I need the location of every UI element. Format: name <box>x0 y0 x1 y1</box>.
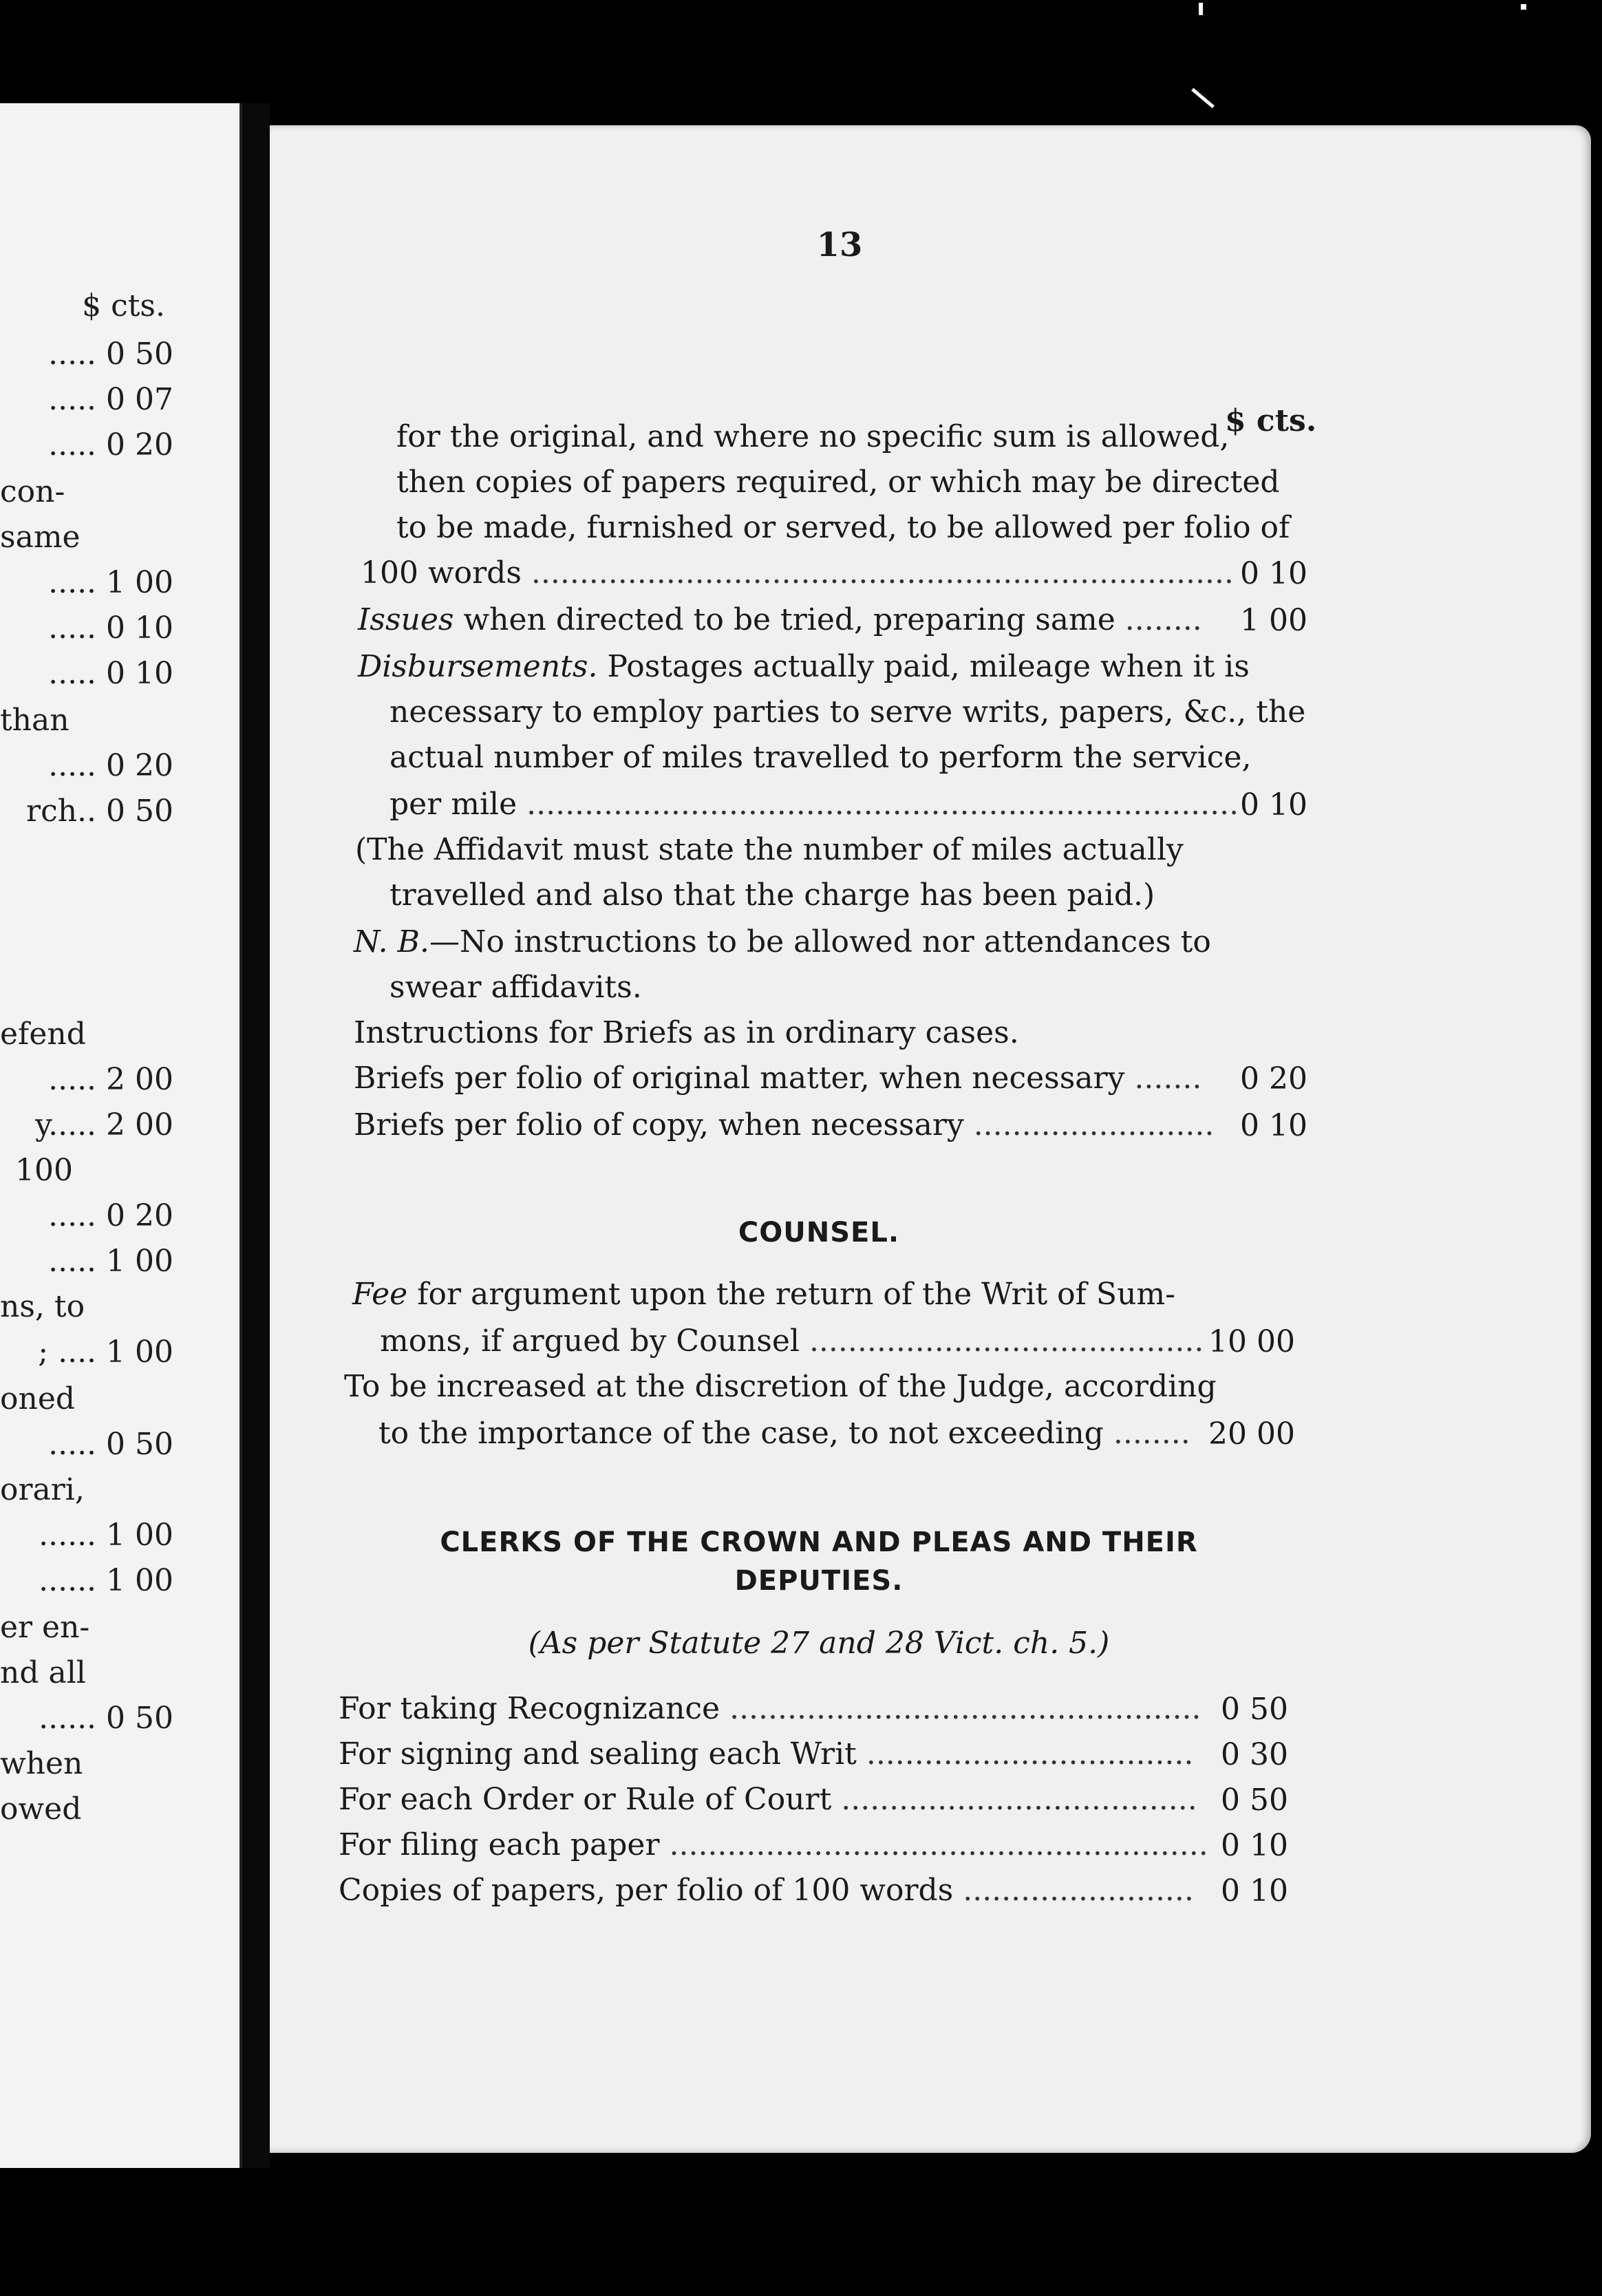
fee-line <box>354 925 1211 959</box>
fee-amount: 10 00 <box>1208 1324 1295 1359</box>
dot-leader: ........ <box>1103 1416 1190 1451</box>
italic-lead-term: Fee <box>352 1277 408 1312</box>
left-page-line: ..... 0 50 <box>48 337 173 372</box>
clerks-fee-line <box>339 1783 1197 1817</box>
fee-amount: 0 10 <box>1221 1828 1288 1863</box>
fee-line <box>396 511 1290 545</box>
left-page-line: ..... 0 10 <box>48 656 173 691</box>
dot-leader: ....... <box>1124 1061 1202 1096</box>
italic-lead-term: Issues <box>358 602 454 637</box>
line-text: Briefs per folio of copy, when necessary <box>354 1107 964 1142</box>
line-text: when directed to be tried, preparing same <box>453 602 1115 637</box>
dot-leader: ......................................... <box>799 1324 1204 1359</box>
fee-amount: 0 10 <box>1240 1108 1307 1143</box>
fee-line <box>354 1061 1202 1096</box>
line-text: 100 words <box>361 555 522 591</box>
left-page-line: than <box>0 703 70 738</box>
line-text: for the original, and where no specific sum is allowed, <box>396 419 1230 454</box>
clerks-heading-line1: CLERKS OF THE CROWN AND PLEAS AND THEIR <box>440 1527 1198 1558</box>
line-text: then copies of papers required, or which may be directed <box>396 465 1280 500</box>
clerks-fee-line <box>339 1737 1193 1772</box>
fee-line <box>389 787 1239 822</box>
line-text: Postages actually paid, mileage when it is <box>597 649 1250 684</box>
dot-leader: ................................................. <box>720 1691 1202 1726</box>
dot-leader: ........................................................ <box>659 1827 1208 1862</box>
left-page-line: ..... 0 07 <box>48 382 173 417</box>
scan-speck <box>1199 3 1203 15</box>
dot-leader: ......................... <box>963 1107 1215 1142</box>
line-text: per mile <box>389 787 517 822</box>
left-page-line: ..... 0 10 <box>48 610 173 646</box>
left-page-line: con- <box>0 474 65 509</box>
line-text: For taking Recognizance <box>339 1691 720 1726</box>
italic-lead-term: Disbursements. <box>358 649 598 684</box>
left-page-line: owed <box>0 1792 82 1827</box>
dot-leader: .......................................................................... <box>517 787 1239 822</box>
line-text: (The Affidavit must state the number of miles actually <box>355 832 1184 867</box>
left-page-line: ; .... 1 00 <box>38 1335 173 1370</box>
line-text: to the importance of the case, to not exceeding <box>378 1416 1104 1451</box>
fee-amount: 20 00 <box>1208 1416 1295 1452</box>
fee-line <box>354 1108 1214 1142</box>
counsel-line <box>380 1324 1204 1359</box>
fee-amount: 1 00 <box>1240 603 1307 638</box>
left-page-line: rch.. 0 50 <box>26 794 173 829</box>
dot-leader: ......................................................................... <box>521 555 1234 591</box>
fee-line <box>358 603 1202 637</box>
line-text: swear affidavits. <box>389 970 642 1005</box>
line-text: travelled and also that the charge has been paid.) <box>389 878 1155 913</box>
dot-leader: .................................. <box>856 1736 1194 1772</box>
left-page-line: oned <box>0 1381 76 1416</box>
left-page-line: ..... 2 00 <box>48 1062 173 1097</box>
fee-amount: 0 20 <box>1240 1061 1307 1096</box>
left-page-line: ns, to <box>0 1289 85 1324</box>
dollars-cents-header: $ cts. <box>1225 403 1317 438</box>
left-page-line: y..... 2 00 <box>35 1107 173 1142</box>
fee-line <box>396 420 1229 454</box>
scan-speck <box>1191 88 1215 109</box>
left-page-line: er en- <box>0 1610 90 1645</box>
line-text: actual number of miles travelled to perform the service, <box>389 740 1252 775</box>
left-page-line: same <box>0 520 81 555</box>
line-text: mons, if argued by Counsel <box>380 1324 800 1359</box>
fee-line <box>389 878 1155 913</box>
clerks-fee-line <box>339 1873 1194 1908</box>
fee-line <box>358 650 1250 684</box>
fee-line <box>354 1016 1019 1050</box>
fee-line <box>389 741 1251 775</box>
counsel-heading: COUNSEL. <box>738 1217 900 1248</box>
line-text: Copies of papers, per folio of 100 words <box>339 1873 954 1908</box>
left-page-line: ..... 1 00 <box>48 565 173 600</box>
line-text: For signing and sealing each Writ <box>339 1736 857 1772</box>
fee-amount: 0 10 <box>1240 556 1307 591</box>
clerks-fee-line <box>339 1828 1208 1862</box>
left-page-line: ...... 0 50 <box>39 1701 173 1736</box>
fee-line <box>396 465 1280 500</box>
left-page-line: ..... 0 20 <box>48 1198 173 1233</box>
left-page-line: ..... 1 00 <box>48 1244 173 1279</box>
scan-speck <box>1521 4 1526 10</box>
fee-line <box>361 556 1234 591</box>
counsel-line <box>352 1277 1175 1312</box>
fee-line <box>355 833 1184 867</box>
left-page-line: 100 <box>15 1153 73 1188</box>
line-text: —No instructions to be allowed nor attendances to <box>429 924 1211 959</box>
line-text: to be made, furnished or served, to be allowed per folio of <box>396 510 1290 545</box>
fee-line <box>389 695 1305 730</box>
left-facing-page <box>0 103 242 2168</box>
left-page-line: ..... 0 50 <box>48 1427 173 1462</box>
line-text: For each Order or Rule of Court <box>339 1782 832 1817</box>
counsel-line <box>378 1416 1190 1451</box>
left-page-line: ..... 0 20 <box>48 748 173 783</box>
book-gutter <box>242 103 270 2168</box>
left-page-line: ..... 0 20 <box>48 427 173 463</box>
clerks-subheading: (As per Statute 27 and 28 Vict. ch. 5.) <box>528 1626 1110 1661</box>
line-text: Instructions for Briefs as in ordinary cases. <box>354 1015 1019 1050</box>
fee-amount: 0 50 <box>1221 1783 1288 1818</box>
line-text: To be increased at the discretion of the Judge, according <box>344 1369 1217 1404</box>
left-page-line: ...... 1 00 <box>39 1518 173 1553</box>
counsel-line <box>344 1370 1217 1404</box>
dot-leader: ........ <box>1115 602 1202 637</box>
fee-line <box>389 970 642 1005</box>
left-page-line: nd all <box>0 1655 86 1690</box>
left-page-line: $ cts. <box>82 288 165 323</box>
clerks-fee-line <box>339 1692 1201 1726</box>
italic-lead-term: N. B. <box>354 924 429 959</box>
dot-leader: ..................................... <box>831 1782 1197 1817</box>
left-page-line: ...... 1 00 <box>39 1563 173 1598</box>
left-page-line: orari, <box>0 1472 85 1507</box>
line-text: for argument upon the return of the Writ of Sum- <box>407 1277 1175 1312</box>
left-page-line: efend <box>0 1017 86 1052</box>
left-page-line: when <box>0 1746 83 1781</box>
fee-amount: 0 30 <box>1221 1737 1288 1772</box>
dot-leader: ........................ <box>953 1873 1194 1908</box>
line-text: Briefs per folio of original matter, when necessary <box>354 1061 1125 1096</box>
line-text: necessary to employ parties to serve writs, papers, &c., the <box>389 694 1306 730</box>
fee-amount: 0 10 <box>1240 787 1307 822</box>
clerks-heading-line2: DEPUTIES. <box>734 1565 904 1597</box>
page-number: 13 <box>816 226 863 264</box>
line-text: For filing each paper <box>339 1827 660 1862</box>
fee-amount: 0 50 <box>1221 1692 1288 1727</box>
fee-amount: 0 10 <box>1221 1873 1288 1909</box>
